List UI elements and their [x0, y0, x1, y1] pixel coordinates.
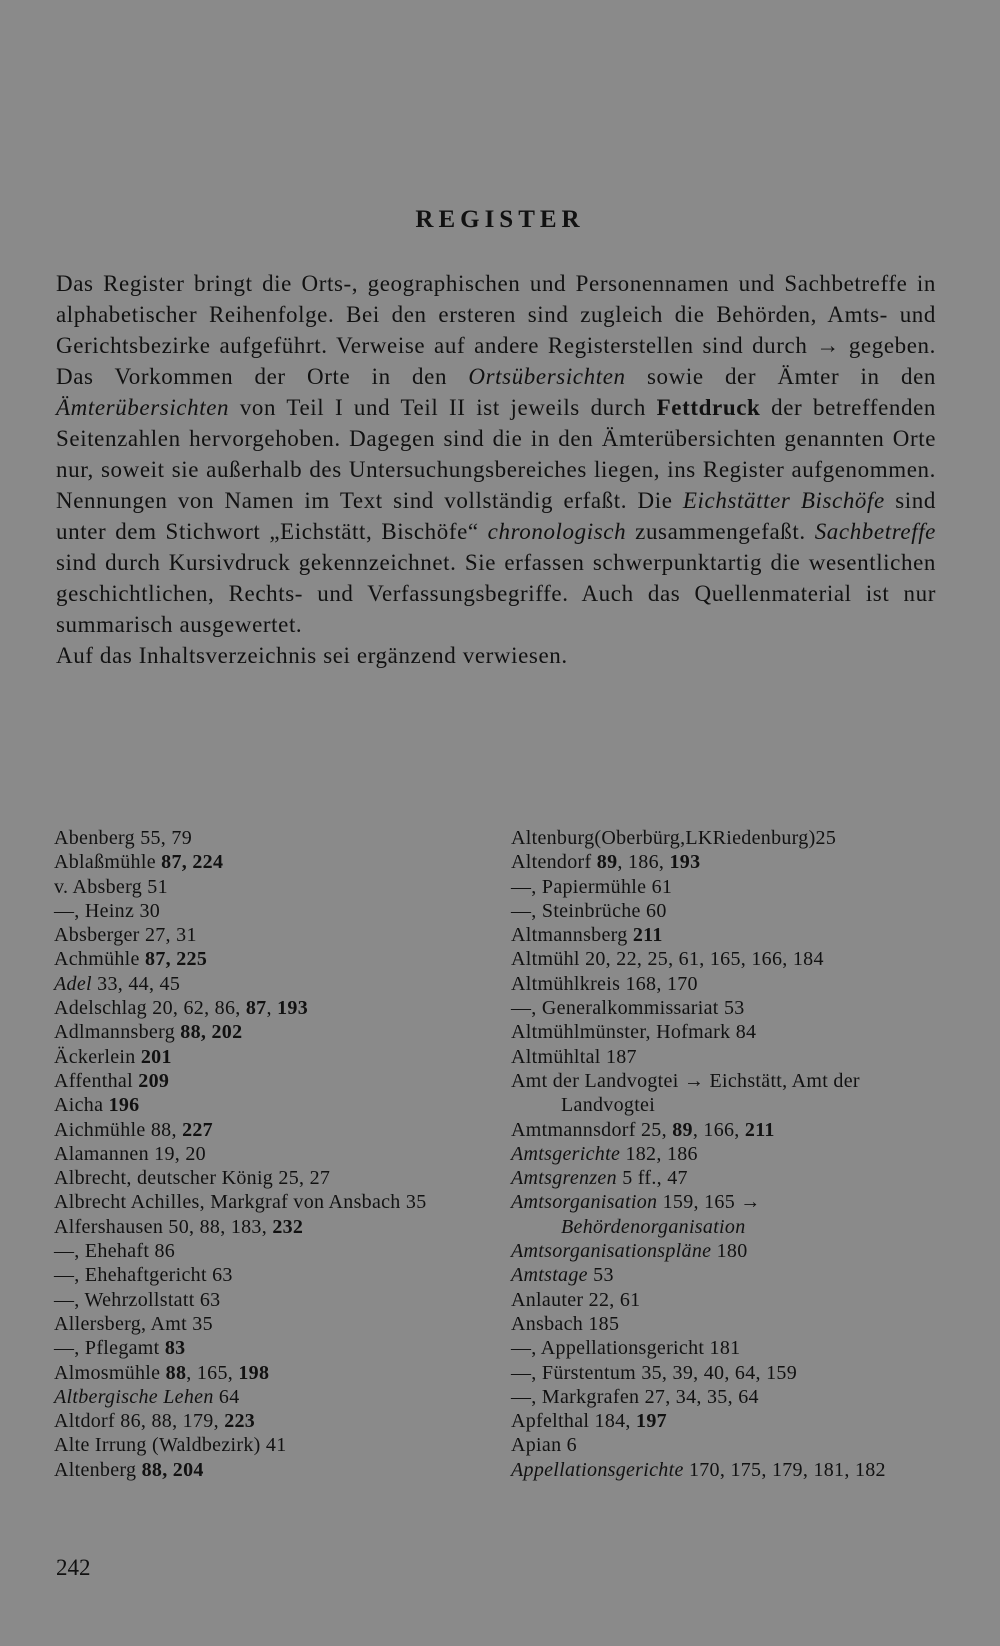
register-entry	[54, 1361, 474, 1385]
register-entry	[54, 947, 474, 971]
entry-text: Adelschlag 20, 62, 86,	[54, 997, 246, 1020]
bold-page-ref: 209	[138, 1069, 170, 1092]
italic-text: Eichstätter Bischöfe	[682, 488, 885, 513]
register-entry	[511, 1166, 939, 1190]
entry-text: Das Register bringt die Orts-, geographischen und Personennamen und Sachbetreffe in alphabetischer Reihenfolge. Bei den ersteren sind zugleich die Behörden, Amts- und Gerichtsbezirke aufgeführt. Verweise auf andere Registerstellen sind durch → gegeben. Das Vorkommen der Orte in den	[56, 271, 936, 389]
page-title: REGISTER	[415, 206, 585, 233]
entry-text: Amtmannsdorf 25,	[511, 1118, 673, 1141]
entry-text: Altenburg(Oberbürg,LKRiedenburg)25	[511, 827, 837, 849]
entry-text: Amt der Landvogtei → Eichstätt, Amt der Landvogtei	[511, 1069, 860, 1117]
italic-text: Amtsorganisationspläne	[511, 1240, 712, 1263]
entry-text: , 186,	[617, 851, 670, 874]
entry-text: Aichmühle 88,	[54, 1118, 183, 1141]
register-entry	[511, 1118, 939, 1142]
register-entry	[54, 1190, 474, 1214]
entry-text: —, Heinz 30	[54, 899, 161, 922]
register-entry	[511, 1239, 939, 1263]
entry-text: Almosmühle	[54, 1361, 166, 1384]
entry-text: 5 ff., 47	[616, 1167, 688, 1190]
entry-text: —, Generalkommissariat 53	[511, 997, 745, 1020]
register-entry	[511, 1263, 939, 1287]
register-entry	[54, 1263, 474, 1287]
entry-text: Alamannen 19, 20	[54, 1142, 206, 1165]
register-entry	[54, 1385, 474, 1409]
register-entry	[511, 996, 939, 1020]
register-column-left	[54, 826, 474, 1482]
register-entry	[511, 1409, 939, 1433]
register-entry	[54, 1288, 474, 1312]
bold-page-ref: 211	[632, 924, 663, 947]
bold-page-ref: 88, 202	[180, 1021, 243, 1044]
entry-text: von Teil I und Teil II ist jeweils durch	[229, 395, 657, 420]
register-entry	[54, 1045, 474, 1069]
register-entry	[511, 1361, 939, 1385]
entry-text: , 166,	[692, 1118, 745, 1141]
register-entry	[511, 850, 939, 874]
bold-page-ref: 87, 224	[161, 851, 224, 874]
entry-text: 180	[711, 1240, 748, 1263]
bold-page-ref: 87	[245, 997, 267, 1020]
entry-text: Albrecht Achilles, Markgraf von Ansbach 35	[54, 1191, 427, 1214]
entry-text: —, Appellationsgericht 181	[511, 1337, 741, 1360]
register-entry	[54, 1215, 474, 1239]
register-entry	[511, 1045, 939, 1069]
entry-text: Altmühlmünster, Hofmark 84	[511, 1021, 757, 1044]
register-entry	[54, 1093, 474, 1117]
entry-text: —, Fürstentum 35, 39, 40, 64, 159	[511, 1361, 798, 1384]
register-entry	[511, 1385, 939, 1409]
register-entry	[511, 1288, 939, 1312]
register-entry	[54, 1142, 474, 1166]
entry-text: —, Wehrzollstatt 63	[54, 1288, 221, 1311]
entry-text: Affenthal	[54, 1069, 139, 1092]
entry-text: 64	[213, 1385, 240, 1408]
italic-text: Ortsübersichten	[468, 364, 626, 389]
entry-text: 159, 165 →	[657, 1191, 761, 1214]
entry-text: Apian 6	[511, 1434, 577, 1457]
register-entry	[54, 1336, 474, 1360]
register-entry	[511, 1458, 939, 1482]
register-entry	[54, 899, 474, 923]
entry-text: —, Ehehaftgericht 63	[54, 1264, 233, 1287]
entry-text: Aicha	[54, 1094, 109, 1117]
entry-text: Allersberg, Amt 35	[54, 1312, 213, 1335]
bold-page-ref: 88, 204	[141, 1458, 204, 1481]
bold-page-ref: 223	[224, 1410, 256, 1433]
register-entry	[54, 923, 474, 947]
italic-text: Amtsgrenzen	[511, 1167, 617, 1190]
entry-text: —, Pflegamt	[54, 1337, 165, 1360]
bold-page-ref: 83	[164, 1337, 186, 1360]
entry-text: —, Markgrafen 27, 34, 35, 64	[511, 1385, 759, 1408]
register-entry	[54, 875, 474, 899]
bold-page-ref: 87, 225	[145, 948, 208, 971]
register-entry	[54, 1166, 474, 1190]
intro-paragraph	[56, 268, 936, 640]
italic-text: chronologisch	[487, 519, 627, 544]
entry-text: —, Papiermühle 61	[511, 875, 673, 898]
page-number: 242	[56, 1555, 91, 1580]
register-entry	[54, 1458, 474, 1482]
bold-page-ref: Fettdruck	[656, 395, 761, 420]
entry-text: Alfershausen 50, 88, 183,	[54, 1215, 273, 1238]
bold-page-ref: 89	[596, 851, 618, 874]
bold-page-ref: 88	[165, 1361, 187, 1384]
entry-text: Altmannsberg	[511, 924, 633, 947]
register-entry	[54, 1433, 474, 1457]
register-entry	[511, 1336, 939, 1360]
register-entry	[54, 826, 474, 850]
italic-text: Ämterübersichten	[56, 395, 230, 420]
entry-text: Achmühle	[54, 948, 146, 971]
register-entry	[511, 875, 939, 899]
register-entry	[54, 1020, 474, 1044]
register-entry	[54, 850, 474, 874]
italic-text: Adel	[54, 972, 92, 995]
entry-text: —, Steinbrüche 60	[511, 899, 667, 922]
entry-text: sind unter dem Stichwort „Eichstätt, Bischöfe“	[56, 488, 936, 544]
bold-page-ref: 89	[672, 1118, 693, 1141]
entry-text: Absberger 27, 31	[54, 924, 197, 947]
bold-page-ref: 227	[182, 1118, 213, 1141]
register-entry	[511, 947, 939, 971]
entry-text: Ablaßmühle	[54, 851, 162, 874]
register-entry	[511, 1142, 939, 1166]
entry-text: Apfelthal 184,	[511, 1410, 637, 1433]
bold-page-ref: 193	[277, 997, 308, 1020]
italic-text: Sachbetreffe	[814, 519, 936, 544]
entry-text: 170, 175, 179, 181, 182	[683, 1458, 886, 1481]
entry-text: v. Absberg 51	[54, 875, 168, 898]
register-column-right	[511, 826, 939, 1482]
bold-page-ref: 196	[108, 1094, 140, 1117]
intro-note: Auf das Inhaltsverzeichnis sei ergänzend verwiesen.	[56, 643, 568, 668]
entry-text: ,	[266, 997, 278, 1020]
register-entry	[511, 1312, 939, 1336]
register-entry	[511, 972, 939, 996]
bold-page-ref: 232	[272, 1215, 304, 1238]
entry-text: Anlauter 22, 61	[511, 1288, 641, 1311]
register-entry	[511, 1069, 939, 1118]
italic-text: Amtstage	[511, 1264, 588, 1287]
entry-text: Adlmannsberg	[54, 1021, 181, 1044]
entry-text: Altenberg	[54, 1458, 142, 1481]
register-entry	[54, 996, 474, 1020]
entry-text: sind durch Kursivdruck gekennzeichnet. Sie erfassen schwerpunktartig die wesentlichen geschichtlichen, Rechts- und Verfassungsbegriffe. Auch das Quellenmaterial ist nur summarisch ausgewertet.	[56, 550, 936, 637]
register-entry	[511, 923, 939, 947]
entry-text: Altdorf 86, 88, 179,	[54, 1410, 225, 1433]
register-entry	[54, 1312, 474, 1336]
italic-text: Behördenorganisation	[561, 1215, 746, 1238]
register-entry	[54, 1118, 474, 1142]
entry-text: 182, 186	[620, 1142, 698, 1165]
bold-page-ref: 197	[636, 1410, 667, 1433]
entry-text: Alte Irrung (Waldbezirk) 41	[54, 1434, 287, 1457]
entry-text: Altmühl 20, 22, 25, 61, 165, 166, 184	[511, 948, 824, 971]
entry-text: Altmühltal 187	[511, 1045, 637, 1068]
register-entry	[54, 1239, 474, 1263]
register-intro	[56, 268, 936, 671]
entry-text: der betreffenden Seitenzahlen hervorgehoben. Dagegen sind die in den Ämterübersichten genannten Orte nur, soweit sie außerhalb des Untersuchungsbereiches liegen, ins Register aufgenommen. Nennungen von Namen im Text sind vollständig erfaßt. Die	[56, 395, 936, 513]
entry-text: , 165,	[186, 1361, 239, 1384]
entry-text: Abenberg 55, 79	[54, 827, 192, 849]
entry-text: Albrecht, deutscher König 25, 27	[54, 1167, 331, 1190]
register-entry	[511, 826, 939, 850]
register-entry	[54, 972, 474, 996]
register-entry	[54, 1409, 474, 1433]
register-entry	[511, 1020, 939, 1044]
register-entry	[511, 1433, 939, 1457]
register-entry	[511, 1190, 939, 1239]
bold-page-ref: 193	[669, 851, 701, 874]
register-entry	[54, 1069, 474, 1093]
entry-text: Altendorf	[511, 851, 597, 874]
bold-page-ref: 211	[744, 1118, 775, 1141]
bold-page-ref: 201	[140, 1045, 172, 1068]
italic-text: Appellationsgerichte	[511, 1458, 684, 1481]
entry-text: 53	[587, 1264, 614, 1287]
entry-text: 33, 44, 45	[91, 972, 181, 995]
entry-text: —, Ehehaft 86	[54, 1240, 176, 1263]
italic-text: Amtsgerichte	[511, 1142, 621, 1165]
register-entry	[511, 899, 939, 923]
entry-text: Äckerlein	[54, 1045, 141, 1068]
bold-page-ref: 198	[238, 1361, 270, 1384]
italic-text: Altbergische Lehen	[54, 1385, 214, 1408]
entry-text: Ansbach 185	[511, 1312, 620, 1335]
entry-text: Altmühlkreis 168, 170	[511, 972, 698, 995]
italic-text: Amtsorganisation	[511, 1191, 658, 1214]
entry-text: sowie der Ämter in den	[625, 364, 936, 389]
entry-text: zusammengefaßt.	[626, 519, 815, 544]
